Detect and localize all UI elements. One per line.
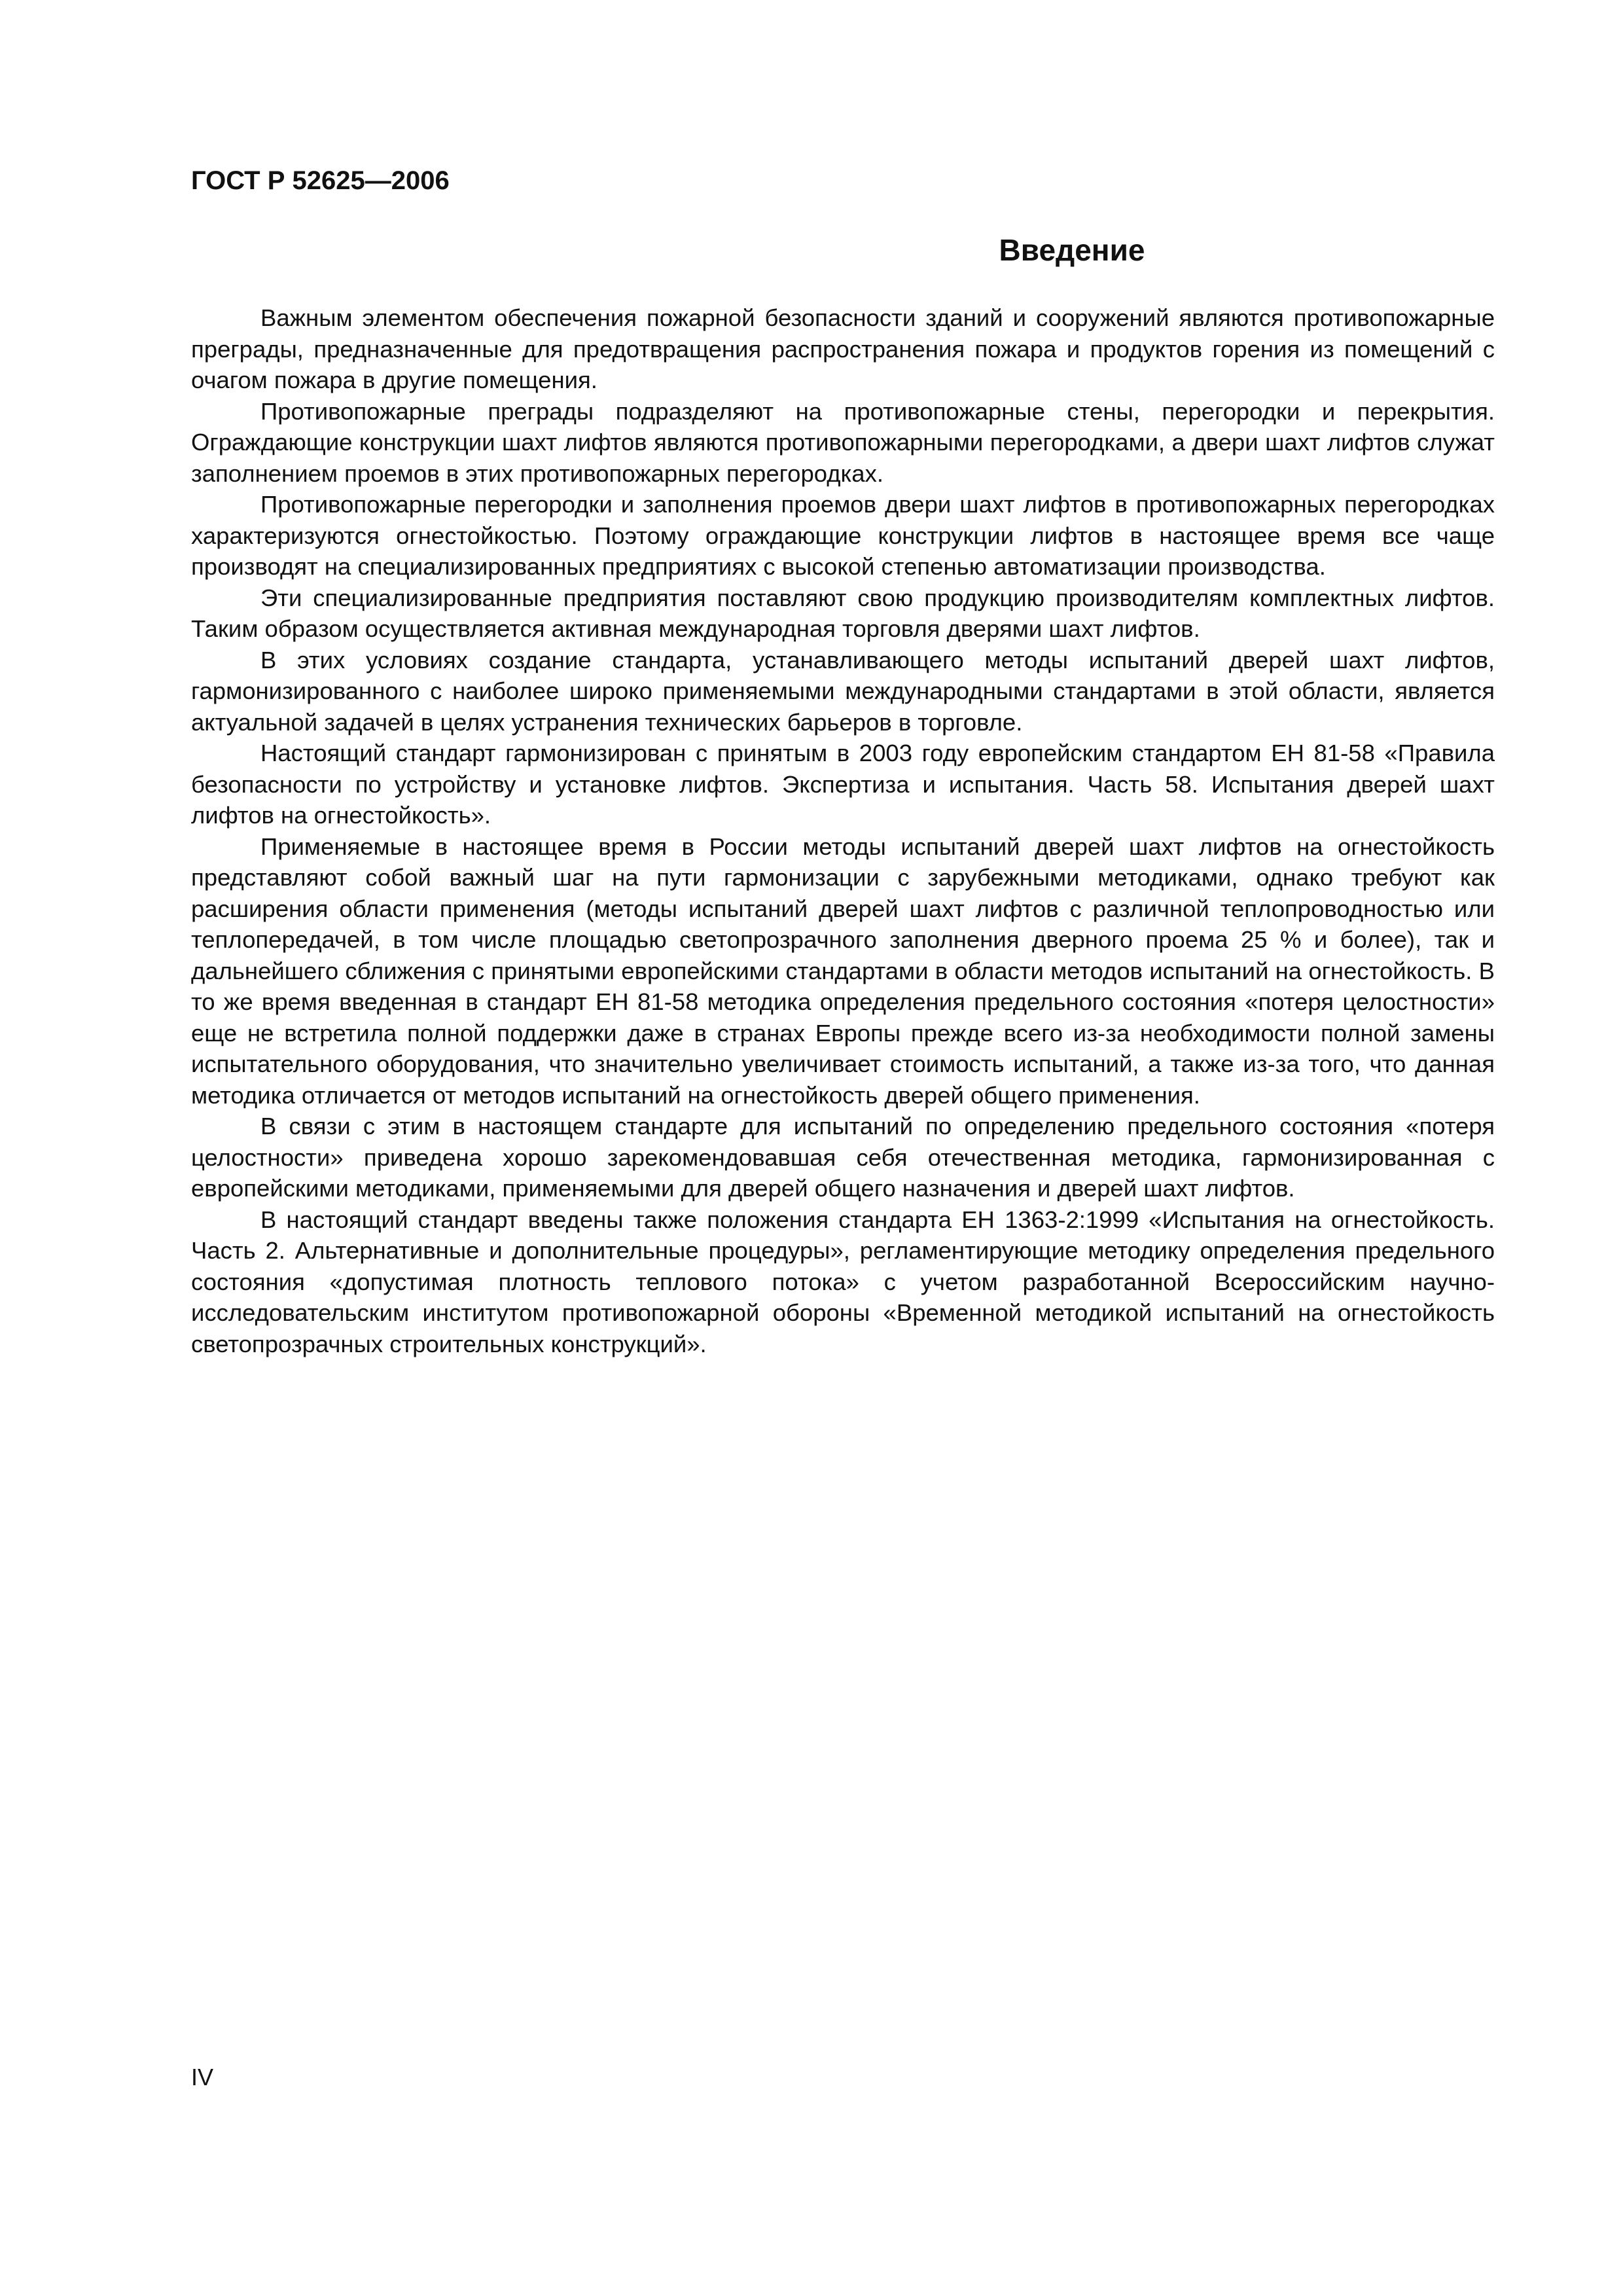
paragraph: Противопожарные преграды подразделяют на противопожарные стены, перегородки и перекрытия. Ограждающие конструкции шахт лифтов являются противопожарными перегородками, а двери шахт лифтов служат заполнением проемов в этих противопожарных перегородках. (191, 397, 1495, 487)
page-number: IV (191, 2064, 214, 2090)
paragraph: В настоящий стандарт введены также положения стандарта ЕН 1363-2:1999 «Испытания на огнестойкость. Часть 2. Альтернативные и дополнительные процедуры», регламентирующие методику определения предельного состояния «допустимая плотность теплового потока» с учетом разработанной Всероссийским научно-исследовательским институтом противопожарной обороны «Временной методикой испытаний на огнестойкость светопрозрачных строительных конструкций». (191, 1206, 1495, 1357)
section-title: Введение (999, 233, 1145, 267)
paragraph: Настоящий стандарт гармонизирован с принятым в 2003 году европейским стандартом ЕН 81-58 «Правила безопасности по устройству и установке лифтов. Экспертиза и испытания. Часть 58. Испытания дверей шахт лифтов на огнестойкость». (191, 740, 1495, 829)
paragraph: Важным элементом обеспечения пожарной безопасности зданий и сооружений являются противопожарные преграды, предназначенные для предотвращения распространения пожара и продуктов горения из помещений с очагом пожара в другие помещения. (191, 304, 1495, 393)
paragraph: В связи с этим в настоящем стандарте для испытаний по определению предельного состояния «потеря целостности» приведена хорошо зарекомендовавшая себя отечественная методика, гармонизированная с европейскими методиками, применяемыми для дверей общего назначения и дверей шахт лифтов. (191, 1113, 1495, 1202)
paragraph: Эти специализированные предприятия поставляют свою продукцию производителям комплектных лифтов. Таким образом осуществляется активная международная торговля дверями шахт лифтов. (191, 584, 1495, 642)
paragraph: Противопожарные перегородки и заполнения проемов двери шахт лифтов в противопожарных перегородках характеризуются огнестойкостью. Поэтому ограждающие конструкции лифтов в настоящее время все чаще производят на специализированных предприятиях с высокой степенью автоматизации производства. (191, 491, 1495, 580)
paragraph: Применяемые в настоящее время в России методы испытаний дверей шахт лифтов на огнестойкость представляют собой важный шаг на пути гармонизации с зарубежными методиками, однако требуют как расширения области применения (методы испытаний дверей шахт лифтов с различной теплопроводностью или теплопередачей, в том числе площадью светопрозрачного заполнения дверного проема 25 % и более), так и дальнейшего сближения с принятыми европейскими стандартами в области методов испытаний на огнестойкость. В то же время введенная в стандарт ЕН 81-58 методика определения предельного состояния «потеря целостности» еще не встретила полной поддержки даже в странах Европы прежде всего из-за необходимости полной замены испытательного оборудования, что значительно увеличивает стоимость испытаний, а также из-за того, что данная методика отличается от методов испытаний на огнестойкость дверей общего применения. (191, 833, 1495, 1109)
document-code: ГОСТ Р 52625—2006 (191, 166, 450, 195)
body-text (191, 302, 1495, 1359)
paragraph: В этих условиях создание стандарта, устанавливающего методы испытаний дверей шахт лифтов, гармонизированного с наиболее широко применяемыми международными стандартами в этой области, является актуальной задачей в целях устранения технических барьеров в торговле. (191, 646, 1495, 736)
